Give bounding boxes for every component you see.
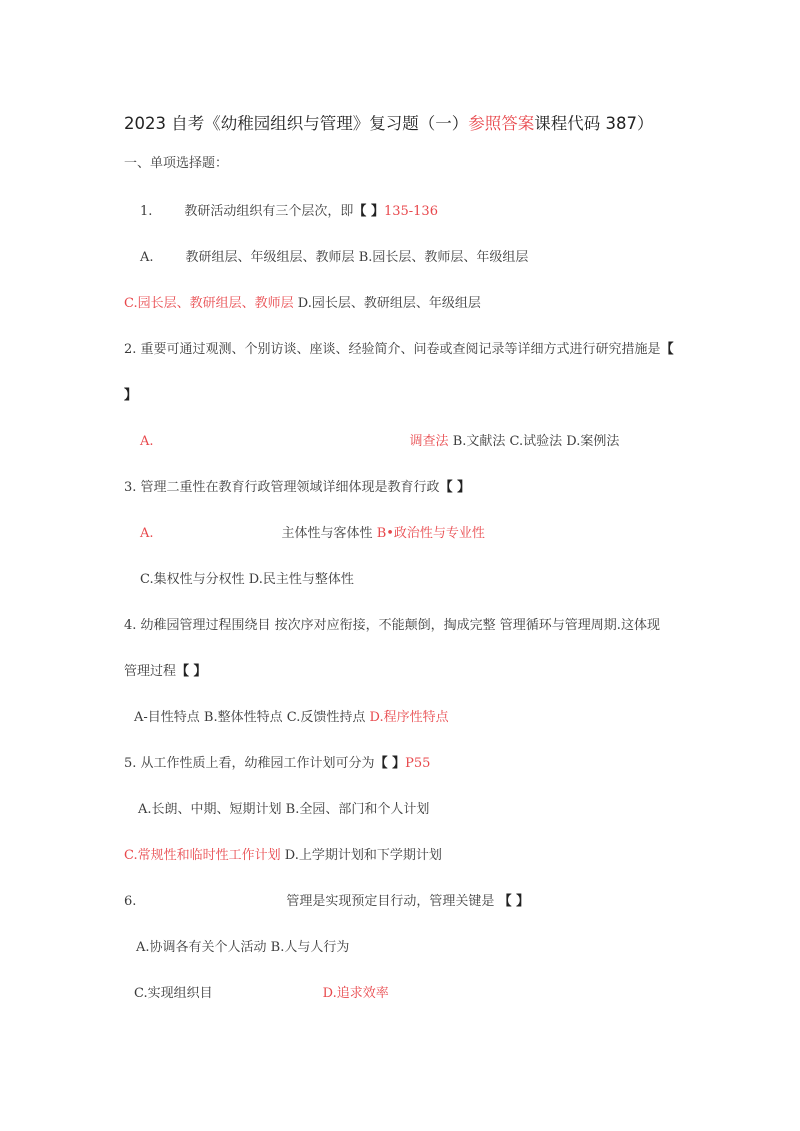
page-reference: P55 [405, 756, 431, 771]
question-4-options [134, 709, 449, 727]
option-a-label: A. [140, 526, 154, 541]
question-number: 1. [140, 204, 153, 219]
option-a: A.协调各有关个人活动 [136, 940, 267, 955]
option-c: C.集权性与分权性 [140, 572, 245, 587]
question-text: 教研活动组织有三个层次，即 [184, 204, 354, 219]
question-3-stem [124, 479, 470, 497]
question-4-stem-line2 [124, 663, 207, 681]
option-a: 教研组层、年级组层、教师层 [185, 250, 355, 265]
question-5-options-cd [124, 847, 442, 865]
question-4-stem-line1 [124, 617, 660, 635]
question-6-options-ab [136, 939, 349, 957]
title-highlight: 参照答案 [468, 114, 535, 133]
option-b: B.全园、部门和个人计划 [285, 802, 430, 817]
option-a-label: A. [140, 250, 154, 265]
answer-bracket: 【 】 [176, 664, 207, 679]
option-c-correct: C.园长层、教研组层、教师层 [124, 296, 294, 311]
section-heading: 一、单项选择题： [124, 156, 229, 171]
option-a: A.长朗、中期、短期计划 [138, 802, 282, 817]
question-text: 管理二重性在教育行政管理领域详细体现是教育行政 [140, 480, 440, 495]
question-2-bracket-close [124, 387, 137, 405]
option-c: C.实现组织目 [134, 986, 213, 1001]
answer-bracket: 【 】 [374, 756, 406, 771]
question-text-cont: 管理过程 [124, 664, 177, 679]
option-c-correct: C.常规性和临时性工作计划 [124, 848, 281, 863]
question-2-stem [124, 341, 674, 359]
answer-bracket: 【 】 [498, 894, 530, 909]
question-5-stem [124, 755, 430, 773]
question-number: 4. [124, 618, 137, 633]
question-number: 6. [124, 894, 137, 909]
answer-bracket: 【 】 [353, 204, 384, 219]
question-number: 2. [124, 342, 137, 357]
question-text: 从工作性质上看，幼稚园工作计划可分为 [140, 756, 375, 771]
page-reference: 135-136 [383, 204, 438, 219]
option-b: B.园长层、教师层、年级组层 [358, 250, 529, 265]
answer-bracket-open: 【 [660, 342, 674, 357]
document-title [124, 113, 654, 135]
question-text: 管理是实现预定目行动，管理关键是 [286, 894, 495, 909]
question-2-options [140, 433, 619, 451]
question-6-options-cd [134, 985, 389, 1003]
option-d: D.园长层、教研组层、年级组层 [297, 296, 481, 311]
option-a-label: A. [140, 434, 154, 449]
question-3-options-ab [140, 525, 485, 543]
option-d-correct: D.程序性特点 [369, 710, 449, 725]
option-a-correct: 调查法 [409, 434, 449, 449]
option-b: B.人与人行为 [270, 940, 350, 955]
question-text: 幼稚园管理过程围绕目 按次序对应衔接，不能颠倒，掏成完整 管理循环与管理周期.这体现 [140, 618, 660, 633]
answer-bracket-close: 】 [124, 388, 138, 403]
option-a: 主体性与客体性 [281, 526, 373, 541]
question-text: 重要可通过观测、个别访谈、座谈、经验简介、问卷或查阅记录等详细方式进行研究措施是 [140, 342, 661, 357]
question-3-options-cd [140, 571, 354, 589]
question-1-stem [140, 203, 438, 221]
option-d: D.案例法 [566, 434, 620, 449]
option-b: B.整体性特点 [203, 710, 283, 725]
option-a: A-目性特点 [134, 710, 200, 725]
option-d: D.民主性与整体性 [248, 572, 354, 587]
question-number: 3. [124, 480, 137, 495]
question-1-options-cd [124, 295, 481, 313]
question-1-options-ab [140, 249, 528, 267]
title-suffix: 课程代码 387） [534, 114, 654, 133]
question-6-stem [124, 893, 529, 911]
option-b-correct: B•政治性与专业性 [376, 526, 485, 541]
option-d: D.上学期计划和下学期计划 [284, 848, 442, 863]
option-c: C.反馈性持点 [286, 710, 366, 725]
option-b: B.文献法 [452, 434, 506, 449]
option-c: C.试验法 [509, 434, 563, 449]
question-5-options-ab [138, 801, 429, 819]
question-number: 5. [124, 756, 137, 771]
answer-bracket: 【 】 [439, 480, 471, 495]
title-prefix: 2023 自考《幼稚园组织与管理》复习题（一） [124, 114, 469, 133]
option-d-correct: D.追求效率 [322, 986, 389, 1001]
